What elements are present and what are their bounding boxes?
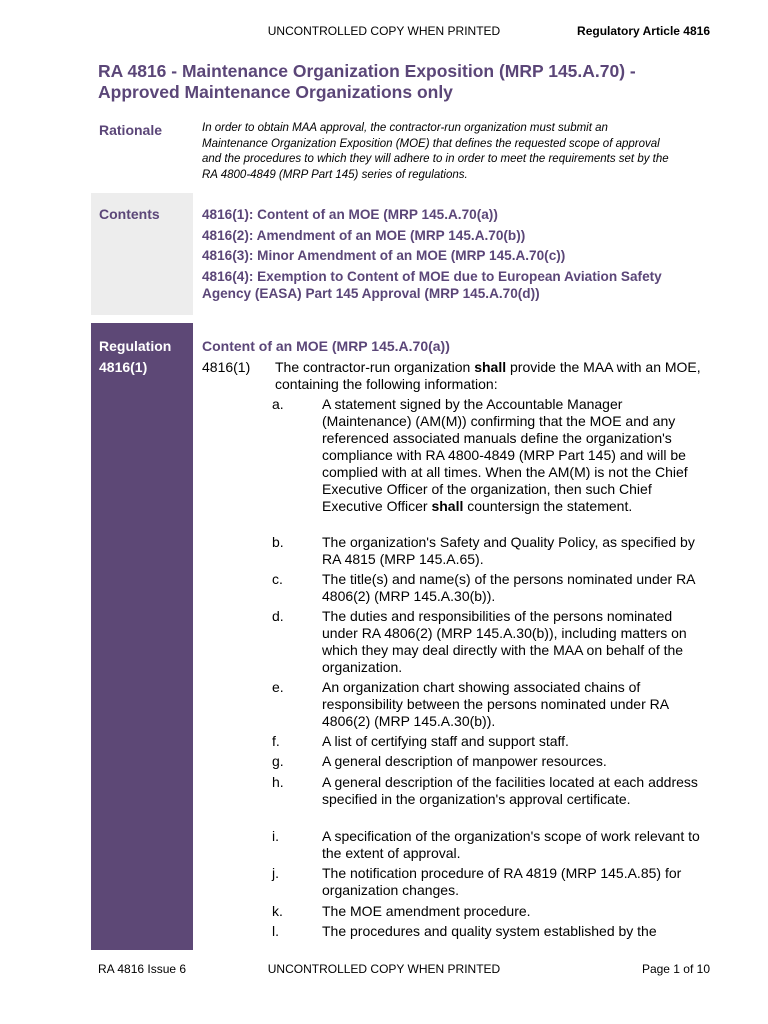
item-letter-j: j.: [272, 865, 279, 881]
header-uncontrolled-copy: UNCONTROLLED COPY WHEN PRINTED: [267, 24, 501, 38]
item-text-i: A specification of the organization's scope of work relevant to the extent of approval.: [322, 828, 700, 861]
header-article-title: Regulatory Article 4816: [577, 24, 710, 38]
footer-page-number: Page 1 of 10: [641, 962, 710, 976]
footer-issue: RA 4816 Issue 6: [98, 962, 187, 976]
item-letter-d: d.: [272, 608, 284, 624]
item-text-h: A general description of the facilities located at each address specified in the organization's approval certificate.: [322, 774, 698, 807]
item-text-d: The duties and responsibilities of the persons nominated under RA 4806(2) (MRP 145.A.30(b)), including matters on which they may deal directly with the MAA on behalf of the organization.: [322, 608, 687, 675]
regulation-intro: [275, 359, 705, 393]
contents-link-4816-4[interactable]: 4816(4): Exemption to Content of MOE due to European Aviation Safety Agency (EASA) Part 145 Approval (MRP 145.A.70(d)): [202, 268, 662, 301]
rationale-text: In order to obtain MAA approval, the contractor-run organization must submit an Maintenance Organization Exposition (MOE) that defines the requested scope of approval and the procedures to which they will adhere to in order to meet the requirements set by the RA 4800-4849 (MRP Part 145) series of regulations.: [202, 122, 669, 181]
item-letter-f: f.: [272, 733, 280, 749]
item-text-a: [322, 396, 702, 515]
item-letter-g: g.: [272, 753, 284, 769]
regulation-number: 4816(1): [99, 359, 148, 375]
page-title-line-2: Approved Maintenance Organizations only: [98, 82, 453, 102]
contents-list: [202, 206, 702, 305]
regulation-title: Content of an MOE (MRP 145.A.70(a)): [202, 338, 450, 354]
contents-label: Contents: [99, 206, 160, 222]
item-text-e: An organization chart showing associated chains of responsibility between the persons nominated under RA 4806(2) (MRP 145.A.30(b)).: [322, 679, 669, 729]
item-letter-a: a.: [272, 396, 284, 412]
item-text-f: A list of certifying staff and support staff.: [322, 733, 569, 749]
item-letter-i: i.: [272, 828, 279, 844]
page-title: [98, 61, 698, 103]
item-text-l: The procedures and quality system established by the: [322, 923, 657, 939]
contents-link-4816-1[interactable]: 4816(1): Content of an MOE (MRP 145.A.70(a)): [202, 207, 498, 222]
intro-bold-shall: shall: [474, 359, 507, 375]
page-title-line-1: RA 4816 - Maintenance Organization Exposition (MRP 145.A.70) -: [98, 61, 636, 81]
contents-link-4816-3[interactable]: 4816(3): Minor Amendment of an MOE (MRP 145.A.70(c)): [202, 248, 566, 263]
intro-text-start: The contractor-run organization: [275, 359, 475, 375]
item-letter-h: h.: [272, 774, 284, 790]
paragraph-number: 4816(1): [202, 359, 251, 375]
regulation-label: Regulation: [99, 338, 172, 354]
contents-link-4816-2[interactable]: 4816(2): Amendment of an MOE (MRP 145.A.70(b)): [202, 227, 526, 243]
item-text-b: The organization's Safety and Quality Policy, as specified by RA 4815 (MRP 145.A.65).: [322, 534, 695, 567]
item-letter-l: l.: [272, 923, 279, 939]
intro-text-end: provide the MAA with an MOE, containing the following information:: [275, 359, 701, 392]
item-letter-b: b.: [272, 534, 284, 550]
item-text-j: The notification procedure of RA 4819 (MRP 145.A.85) for organization changes.: [322, 865, 682, 898]
item-text-a-main: A statement signed by the Accountable Manager (Maintenance) (AM(M)) confirming that the MOE and any referenced associated manuals define the organization's compliance with RA 4800-4849 (MRP Part 145) and will be complied with at all times. When the AM(M) is not the Chief Executive Officer of the organization, then such Chief Executive Officer: [322, 396, 688, 514]
footer-uncontrolled-copy: UNCONTROLLED COPY WHEN PRINTED: [267, 962, 501, 976]
item-letter-k: k.: [272, 903, 283, 919]
item-letter-c: c.: [272, 571, 283, 587]
rationale-label: Rationale: [99, 122, 163, 138]
item-text-a-end: countersign the statement.: [463, 498, 633, 514]
item-letter-e: e.: [272, 679, 284, 695]
item-text-k: The MOE amendment procedure.: [322, 903, 531, 919]
regulation-sidebar: [91, 323, 193, 950]
item-text-c: The title(s) and name(s) of the persons nominated under RA 4806(2) (MRP 145.A.30(b)).: [322, 571, 695, 604]
item-text-g: A general description of manpower resources.: [322, 753, 607, 769]
item-text-a-bold: shall: [431, 498, 464, 514]
